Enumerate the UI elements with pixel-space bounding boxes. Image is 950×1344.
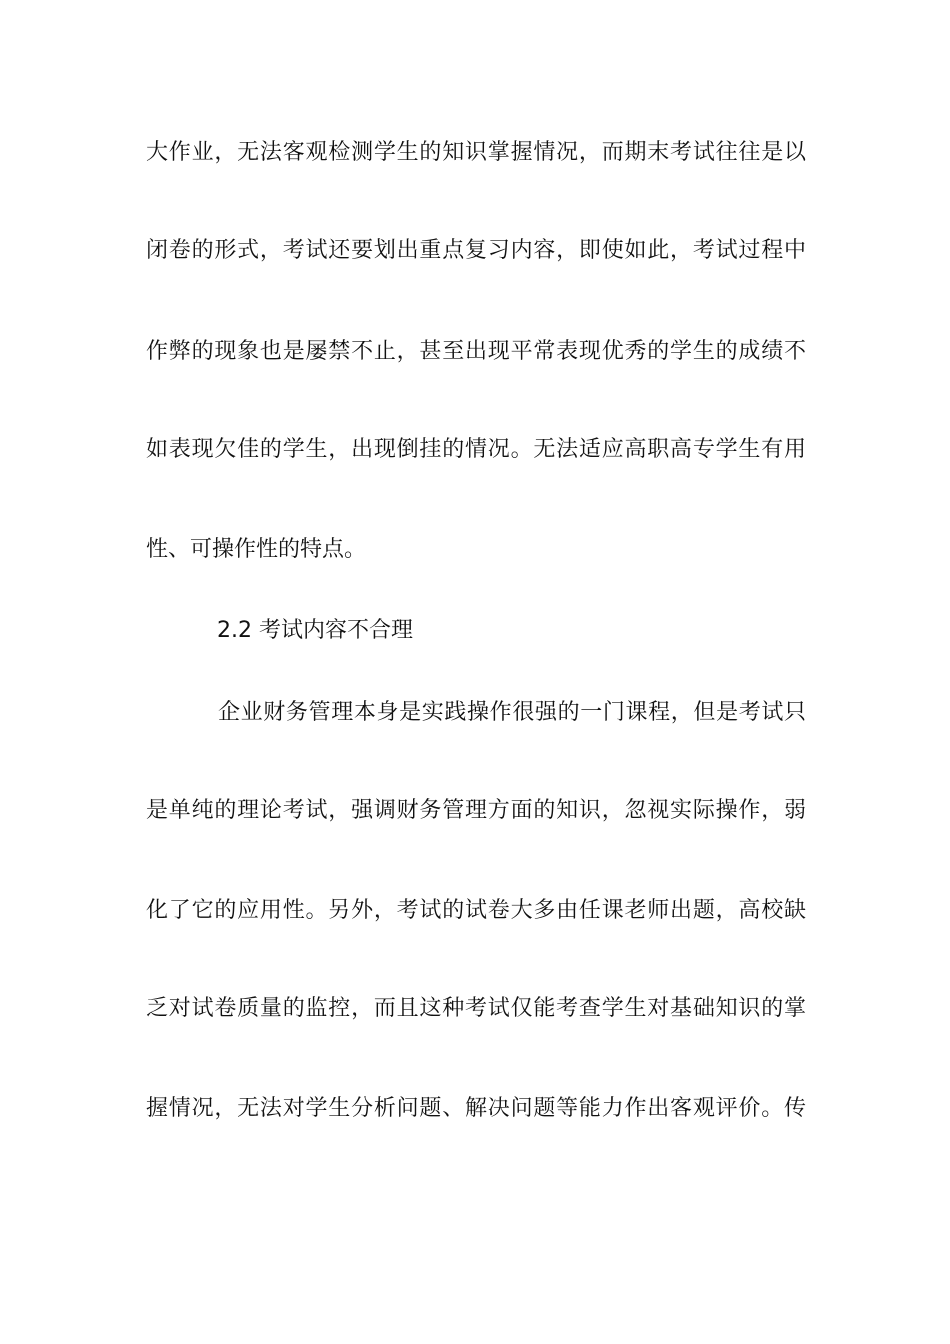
section-heading: 2.2 考试内容不合理	[217, 618, 413, 643]
paragraph-line: 乏对试卷质量的监控，而且这种考试仅能考查学生对基础知识的掌	[146, 996, 806, 1021]
paragraph-line: 性、可操作性的特点。	[146, 537, 367, 562]
paragraph-line: 如表现欠佳的学生，出现倒挂的情况。无法适应高职高专学生有用	[146, 437, 806, 462]
paragraph-line: 是单纯的理论考试，强调财务管理方面的知识，忽视实际操作，弱	[146, 798, 806, 823]
paragraph-line: 企业财务管理本身是实践操作很强的一门课程，但是考试只	[218, 700, 806, 725]
paragraph-line: 闭卷的形式，考试还要划出重点复习内容，即使如此，考试过程中	[146, 238, 806, 263]
paragraph-line: 握情况，无法对学生分析问题、解决问题等能力作出客观评价。传	[146, 1096, 806, 1121]
paragraph-line: 大作业，无法客观检测学生的知识掌握情况，而期末考试往往是以	[146, 140, 806, 165]
paragraph-line: 作弊的现象也是屡禁不止，甚至出现平常表现优秀的学生的成绩不	[146, 339, 806, 364]
paragraph-line: 化了它的应用性。另外，考试的试卷大多由任课老师出题，高校缺	[146, 898, 806, 923]
